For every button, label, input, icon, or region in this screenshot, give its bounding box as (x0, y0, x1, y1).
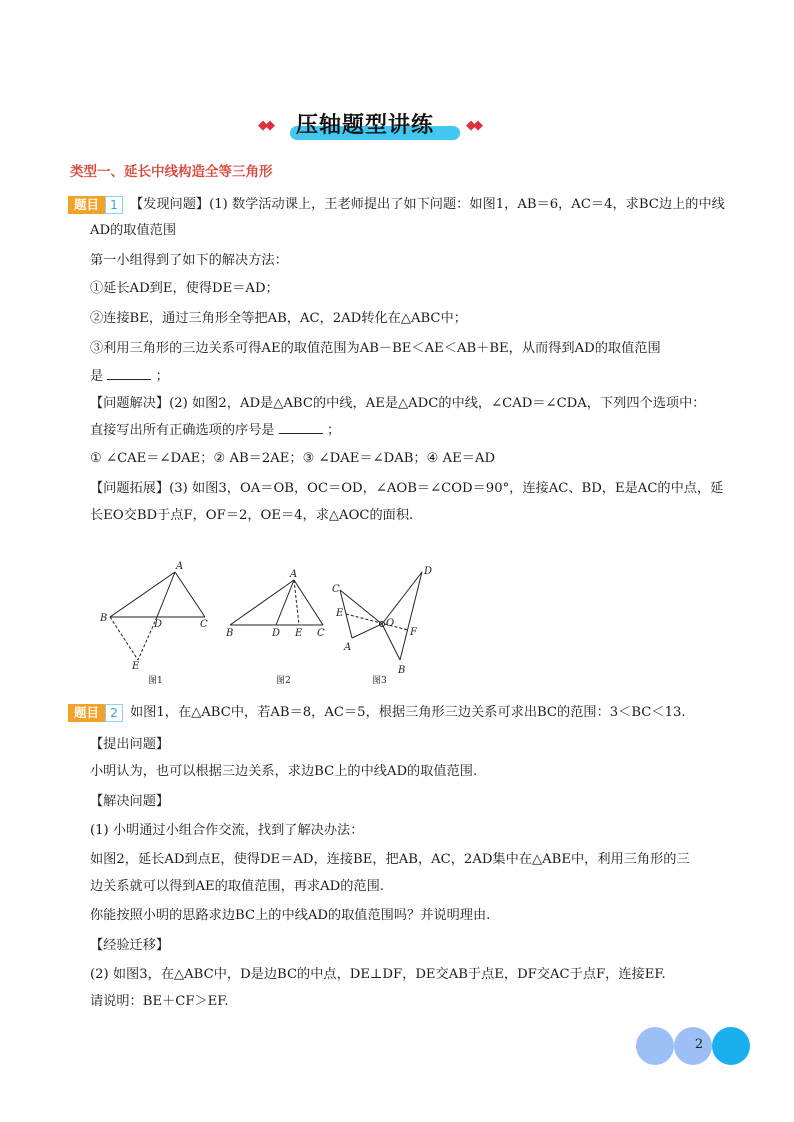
fig3-caption: 图3 (372, 676, 387, 686)
question-badge-label: 题目 (68, 704, 105, 722)
q1-line-5: ②连接BE，通过三角形全等把AB，AC，2AD转化在△ABC中； (90, 311, 467, 326)
section-title: 类型一、延长中线构造全等三角形 (70, 164, 273, 180)
q2-line-7: 边关系就可以得到AE的取值范围，再求AD的范围. (90, 879, 384, 894)
q2-line-1: 如图1，在△ABC中，若AB＝8，AC＝5，根据三角形三边关系可求出BC的范围：3＜BC＜13. (130, 705, 686, 720)
q1-line-9-text: 直接写出所有正确选项的序号是 (90, 423, 275, 438)
q2-line-8: 你能按照小明的思路求边BC上的中线AD的取值范围吗？并说明理由. (90, 908, 491, 923)
q1-line-7-end: ； (155, 369, 169, 384)
answer-blank-1 (107, 367, 151, 380)
fig2-label-c: C (317, 628, 325, 639)
question-badge-label: 题目 (68, 196, 105, 214)
diamond-left-icon: ◆◆ (258, 118, 272, 133)
fig2-label-b: B (226, 628, 234, 639)
fig2-label-e: E (295, 628, 303, 639)
fig1-label-a: A (176, 561, 184, 572)
fig3-label-a: A (344, 642, 352, 653)
q2-line-2: 【提出问题】 (90, 737, 170, 752)
q1-line-10: ① ∠CAE＝∠DAE；② AB＝2AE；③ ∠DAE＝∠DAB；④ AE＝AD (90, 451, 496, 466)
fig1-label-c: C (200, 619, 208, 630)
page-circle-right (712, 1027, 750, 1065)
fig1-label-b: B (100, 613, 108, 624)
page-number-badge (636, 1027, 756, 1067)
page-title: 压轴题型讲练 (296, 113, 435, 138)
fig3-label-f: F (410, 627, 417, 638)
fig2-caption: 图2 (276, 676, 291, 686)
figure-2 (230, 580, 323, 625)
q1-line-8: 【问题解决】(2) 如图2，AD是△ABC的中线，AE是△ADC的中线，∠CAD＝∠CDA，下列四个选项中： (90, 396, 706, 411)
fig3-label-o: O (386, 618, 395, 629)
q2-line-3: 小明认为，也可以根据三边关系，求边BC上的中线AD的取值范围. (90, 764, 478, 779)
fig1-label-e: E (132, 661, 140, 672)
q1-line-3: 第一小组得到了如下的解决方法： (90, 253, 288, 268)
q2-line-10: (2) 如图3，在△ABC中，D是边BC的中点，DE⊥DF，DE交AB于点E，DF交AC于点F，连接EF. (90, 967, 666, 982)
fig1-caption: 图1 (148, 676, 163, 686)
question-badge-number: 1 (105, 196, 123, 214)
q1-line-2: AD的取值范围 (90, 223, 177, 238)
q1-line-7-text: 是 (90, 369, 104, 384)
fig3-label-d: D (424, 566, 433, 577)
q2-line-9: 【经验迁移】 (90, 938, 170, 953)
q1-line-9 (90, 421, 340, 440)
diamond-right-icon: ◆◆ (466, 118, 480, 133)
answer-blank-2 (279, 421, 323, 434)
figure-1 (110, 572, 205, 660)
q1-line-1: 【发现问题】(1) 数学活动课上，王老师提出了如下问题：如图1，AB＝6，AC＝4，求BC边上的中线 (130, 197, 725, 212)
fig2-label-d: D (272, 628, 281, 639)
fig2-label-a: A (290, 569, 298, 580)
question-badge-1 (68, 196, 123, 214)
fig1-label-d: D (154, 619, 163, 630)
figures-group (90, 560, 450, 690)
q2-line-4: 【解决问题】 (90, 794, 170, 809)
figure-3 (340, 572, 422, 660)
fig3-label-b: B (398, 665, 406, 676)
q2-line-11: 请说明：BE＋CF＞EF. (90, 994, 229, 1009)
q1-line-11: 【问题拓展】(3) 如图3，OA＝OB，OC＝OD，∠AOB＝∠COD＝90°，连接AC、BD，E是AC的中点，延 (90, 481, 724, 496)
title-banner (258, 108, 498, 142)
q2-line-6: 如图2，延长AD到点E，使得DE＝AD，连接BE，把AB，AC，2AD集中在△ABE中，利用三角形的三 (90, 852, 690, 867)
q1-line-4: ①延长AD到E，使得DE＝AD； (90, 281, 279, 296)
question-badge-2 (68, 704, 123, 722)
page-number: 2 (694, 1037, 704, 1052)
q1-line-6: ③利用三角形的三边关系可得AE的取值范围为AB－BE＜AE＜AB＋BE，从而得到AD的取值范围 (90, 341, 661, 356)
fig3-label-c: C (332, 584, 340, 595)
q1-line-12: 长EO交BD于点F，OF＝2，OE＝4，求△AOC的面积. (90, 508, 414, 523)
page-circle-left (636, 1027, 674, 1065)
question-badge-number: 2 (105, 704, 123, 722)
fig3-label-e: E (336, 608, 344, 619)
q1-line-9-end: ； (327, 423, 341, 438)
q2-line-5: (1) 小明通过小组合作交流，找到了解决办法： (90, 823, 364, 838)
q1-line-7 (90, 367, 169, 386)
